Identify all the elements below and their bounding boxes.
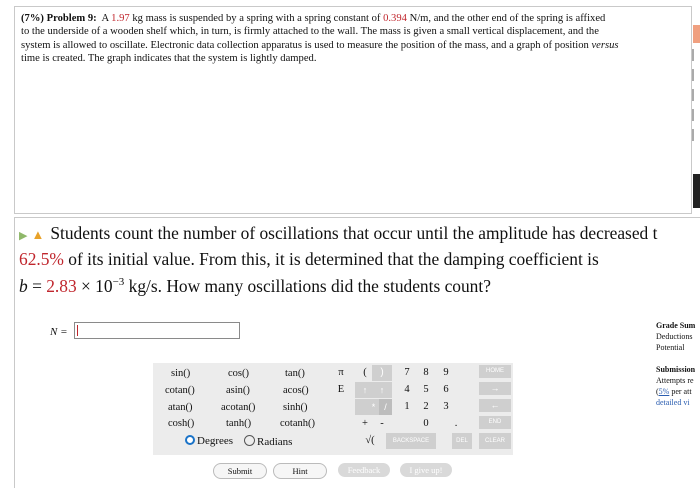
damping-symbol: b bbox=[19, 275, 28, 296]
acotan-button[interactable]: acotan() bbox=[221, 402, 256, 413]
degrees-label: Degrees bbox=[197, 435, 234, 447]
problem-text-2: kg mass is suspended by a spring with a spring constant of bbox=[132, 13, 381, 24]
cotanh-button[interactable]: cotanh() bbox=[280, 418, 315, 429]
digit-0[interactable]: 0 bbox=[423, 418, 429, 429]
mass-value: 1.97 bbox=[111, 13, 130, 24]
sinh-button[interactable]: sinh() bbox=[283, 402, 308, 413]
warning-icon: ▲ bbox=[31, 227, 45, 242]
cos-button[interactable]: cos() bbox=[228, 368, 249, 379]
cotan-button[interactable]: cotan() bbox=[165, 385, 195, 396]
attempts-label: Attempts re bbox=[656, 376, 694, 385]
tan-button[interactable]: tan() bbox=[285, 368, 305, 379]
submit-button[interactable]: Submit bbox=[213, 463, 267, 479]
equals-sign: = bbox=[32, 275, 42, 296]
digit-1[interactable]: 1 bbox=[404, 401, 410, 412]
radians-radio[interactable] bbox=[244, 435, 292, 448]
problem-statement-box bbox=[14, 6, 692, 214]
radio-selected-icon bbox=[185, 435, 195, 445]
give-up-button[interactable]: I give up! bbox=[400, 463, 452, 477]
deductions-label: Deductions bbox=[656, 332, 693, 341]
problem-line-4: time is created. The graph indicates that the system is lightly damped. bbox=[21, 53, 317, 65]
edge-marker bbox=[692, 109, 694, 121]
digit-8[interactable]: 8 bbox=[423, 367, 429, 378]
answer-label: N = bbox=[50, 326, 68, 338]
percent-value: 62.5% bbox=[19, 249, 64, 269]
per-attempt-text: per att bbox=[671, 387, 692, 396]
potential-label: Potential bbox=[656, 343, 685, 352]
question-line-2: of its initial value. From this, it is determined that the damping coefficient is bbox=[68, 249, 599, 269]
radio-empty-icon bbox=[244, 435, 255, 446]
atan-button[interactable]: atan() bbox=[168, 402, 193, 413]
grade-summary: Grade Sum Deductions Potential Submission Attempts re (5% per att detailed vi bbox=[656, 321, 696, 407]
text-cursor bbox=[77, 325, 78, 336]
question-line-3: kg/s. How many oscillations did the students count? bbox=[128, 275, 491, 296]
edge-marker bbox=[692, 129, 694, 141]
per-attempt-link[interactable]: 5% bbox=[658, 387, 670, 396]
home-button[interactable]: HOME bbox=[479, 365, 511, 378]
digit-9[interactable]: 9 bbox=[443, 367, 449, 378]
cosh-button[interactable]: cosh() bbox=[168, 418, 195, 429]
hint-button[interactable]: Hint bbox=[273, 463, 327, 479]
radians-label: Radians bbox=[257, 436, 293, 448]
digit-4[interactable]: 4 bbox=[404, 384, 410, 395]
close-paren-button[interactable]: ) bbox=[372, 365, 392, 381]
damping-value: 2.83 bbox=[46, 275, 77, 296]
sin-button[interactable]: sin() bbox=[171, 368, 191, 379]
problem-text-3: N/m, and the other end of the spring is affixed bbox=[409, 13, 606, 24]
detailed-view-link[interactable]: detailed vi bbox=[656, 398, 690, 407]
end-button[interactable]: END bbox=[479, 416, 511, 429]
digit-6[interactable]: 6 bbox=[443, 384, 449, 395]
problem-text-1: A bbox=[101, 13, 109, 24]
decimal-button[interactable]: . bbox=[454, 418, 458, 429]
degrees-radio[interactable] bbox=[185, 435, 233, 447]
digit-7[interactable]: 7 bbox=[404, 367, 410, 378]
expand-triangle-icon[interactable]: ▶ bbox=[19, 230, 28, 242]
del-button[interactable]: DEL bbox=[452, 433, 472, 449]
problem-line-2: to the underside of a wooden shelf which, in turn, is firmly attached to the wall. The mass is given a small vertical displacement, and the bbox=[21, 26, 599, 38]
scrollbar-thumb[interactable] bbox=[693, 174, 700, 208]
digit-2[interactable]: 2 bbox=[423, 401, 429, 412]
multiply-button[interactable]: * bbox=[355, 399, 392, 415]
left-arrow-button[interactable]: ← bbox=[479, 399, 511, 412]
digit-3[interactable]: 3 bbox=[443, 401, 449, 412]
exponent: −3 bbox=[112, 276, 125, 288]
digit-5[interactable]: 5 bbox=[423, 384, 429, 395]
plus-button[interactable]: + bbox=[362, 418, 368, 429]
tanh-button[interactable]: tanh() bbox=[226, 418, 252, 429]
grade-summary-title: Grade Sum bbox=[656, 321, 696, 330]
question-text bbox=[19, 222, 700, 298]
problem-label: (7%) Problem 9: bbox=[21, 13, 97, 24]
question-line-1: Students count the number of oscillations that occur until the amplitude has decreased t bbox=[50, 223, 658, 243]
submissions-title: Submission bbox=[656, 365, 696, 374]
versus-word: versus bbox=[591, 39, 619, 51]
e-button[interactable]: E bbox=[337, 384, 345, 395]
feedback-button[interactable]: Feedback bbox=[338, 463, 390, 477]
up-arrow-2-button[interactable]: ↑ bbox=[372, 382, 392, 398]
edge-marker bbox=[692, 89, 694, 101]
sqrt-button[interactable]: √( bbox=[365, 435, 375, 446]
backspace-button[interactable]: BACKSPACE bbox=[386, 433, 436, 449]
edge-marker bbox=[692, 49, 694, 61]
clear-button[interactable]: CLEAR bbox=[479, 433, 511, 449]
side-tab[interactable] bbox=[693, 25, 700, 43]
up-arrow-button[interactable]: ↑ bbox=[355, 382, 375, 398]
acos-button[interactable]: acos() bbox=[283, 385, 309, 396]
edge-marker bbox=[692, 69, 694, 81]
problem-statement bbox=[21, 12, 671, 66]
problem-line-3: system is allowed to oscillate. Electronic data collection apparatus is used to measure the position of the mass, and a graph of position bbox=[21, 39, 589, 51]
asin-button[interactable]: asin() bbox=[226, 385, 250, 396]
open-paren-button[interactable]: ( bbox=[363, 367, 367, 378]
right-arrow-button[interactable]: → bbox=[479, 382, 511, 395]
pi-button[interactable]: π bbox=[338, 367, 344, 378]
divide-button[interactable]: / bbox=[379, 399, 392, 415]
spring-constant-value: 0.394 bbox=[383, 13, 407, 24]
minus-button[interactable]: - bbox=[380, 418, 384, 429]
answer-input[interactable] bbox=[74, 322, 240, 339]
times-ten: × 10 bbox=[81, 275, 113, 296]
